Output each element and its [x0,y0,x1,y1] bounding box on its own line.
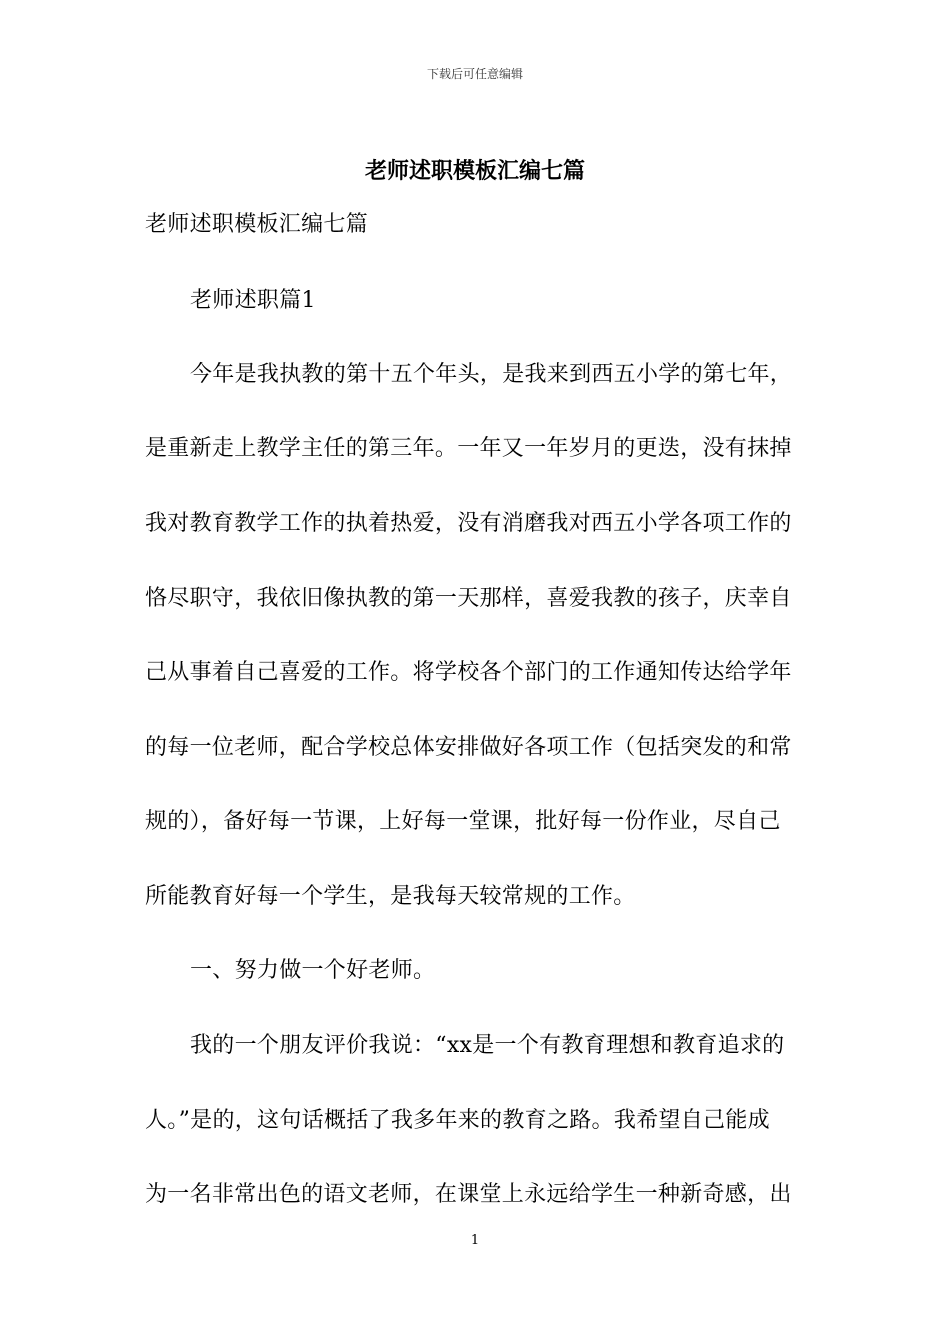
page-number: 1 [470,1233,480,1248]
paragraph-line: 的每一位老师，配合学校总体安排做好各项工作（包括突发的和常 [145,735,792,760]
paragraph-line: 我的一个朋友评价我说：“xx是一个有教育理想和教育追求的 [190,1033,785,1058]
paragraph-line: 所能教育好每一个学生，是我每天较常规的工作。 [145,884,636,909]
document-title: 老师述职模板汇编七篇 [364,158,585,184]
section-heading: 老师述职篇1 [190,288,316,313]
point-heading: 一、努力做一个好老师。 [190,958,436,983]
paragraph-line: 规的），备好每一节课，上好每一堂课，批好每一份作业，尽自己 [145,809,781,834]
paragraph-line: 今年是我执教的第十五个年头，是我来到西五小学的第七年， [190,362,793,387]
paragraph-line: 为一名非常出色的语文老师，在课堂上永远给学生一种新奇感，出 [145,1182,792,1207]
paragraph-line: 我对教育教学工作的执着热爱，没有消磨我对西五小学各项工作的 [145,511,792,536]
document-subtitle: 老师述职模板汇编七篇 [145,212,369,237]
page-header-note: 下载后可任意编辑 [426,67,523,81]
paragraph-line: 是重新走上教学主任的第三年。一年又一年岁月的更迭，没有抹掉 [145,436,792,461]
paragraph-line: 人。”是的，这句话概括了我多年来的教育之路。我希望自己能成 [145,1108,770,1133]
paragraph-line: 恪尽职守，我依旧像执教的第一天那样，喜爱我教的孩子，庆幸自 [145,586,792,611]
paragraph-line: 己从事着自己喜爱的工作。将学校各个部门的工作通知传达给学年 [145,660,792,685]
